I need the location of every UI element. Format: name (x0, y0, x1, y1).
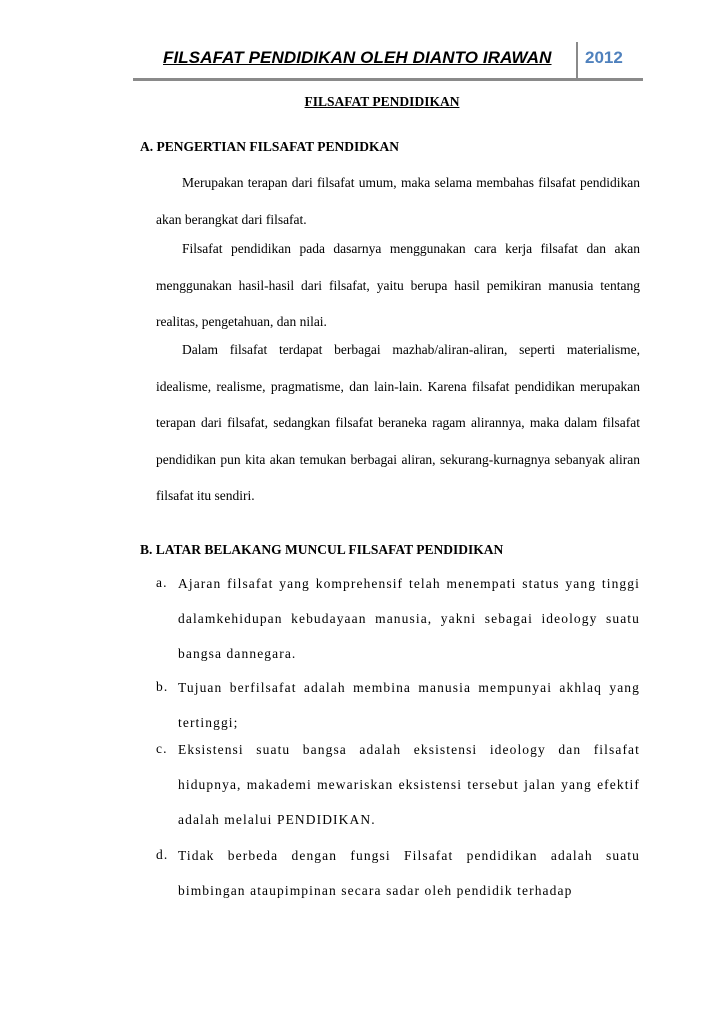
section-a-paragraph: Dalam filsafat terdapat berbagai mazhab/aliran-aliran, seperti materialisme, idealisme, realisme, pragmatisme, dan lain-lain. Karena filsafat pendidikan merupakan terapan dari filsafat, sedangkan filsafat beraneka ragam alirannya, maka dalam filsafat pendidikan pun kita akan temukan berbagai aliran, sekurang-kurnagnya sebanyak aliran filsafat itu sendiri. (156, 342, 640, 504)
list-item-letter: d. (156, 847, 169, 862)
list-item-text: Ajaran filsafat yang komprehensif telah menempati status yang tinggi dalamkehidupan kebudayaan manusia, yakni sebagai ideology suatu bangsa dannegara. (178, 576, 640, 661)
list-item-letter: a. (156, 575, 168, 590)
list-item-text: Tidak berbeda dengan fungsi Filsafat pendidikan adalah suatu bimbingan ataupimpinan secara sadar oleh pendidik terhadap (178, 848, 640, 898)
list-item-text: Eksistensi suatu bangsa adalah eksistensi ideology dan filsafat hidupnya, makademi mewariskan eksistensi tersebut jalan yang efektif adalah melalui PENDIDIKAN. (178, 742, 640, 827)
section-b-heading: B. LATAR BELAKANG MUNCUL FILSAFAT PENDIDIKAN (140, 542, 504, 557)
header-divider (576, 42, 578, 78)
document-title: FILSAFAT PENDIDIKAN (304, 94, 460, 109)
header-year: 2012 (585, 48, 623, 67)
section-a-paragraph: Filsafat pendidikan pada dasarnya menggunakan cara kerja filsafat dan akan menggunakan hasil-hasil dari filsafat, yaitu berupa hasil pemikiran manusia tentang realitas, pengetahuan, dan nilai. (156, 241, 640, 330)
running-header (133, 42, 643, 81)
list-item-letter: c. (156, 741, 168, 756)
list-item-text: Tujuan berfilsafat adalah membina manusia mempunyai akhlaq yang tertinggi; (178, 680, 640, 730)
header-title: FILSAFAT PENDIDIKAN OLEH DIANTO IRAWAN (163, 48, 552, 67)
section-a-paragraph: Merupakan terapan dari filsafat umum, maka selama membahas filsafat pendidikan akan berangkat dari filsafat. (156, 175, 640, 227)
section-a-heading: A. PENGERTIAN FILSAFAT PENDIDKAN (140, 139, 400, 154)
list-item-letter: b. (156, 679, 169, 694)
